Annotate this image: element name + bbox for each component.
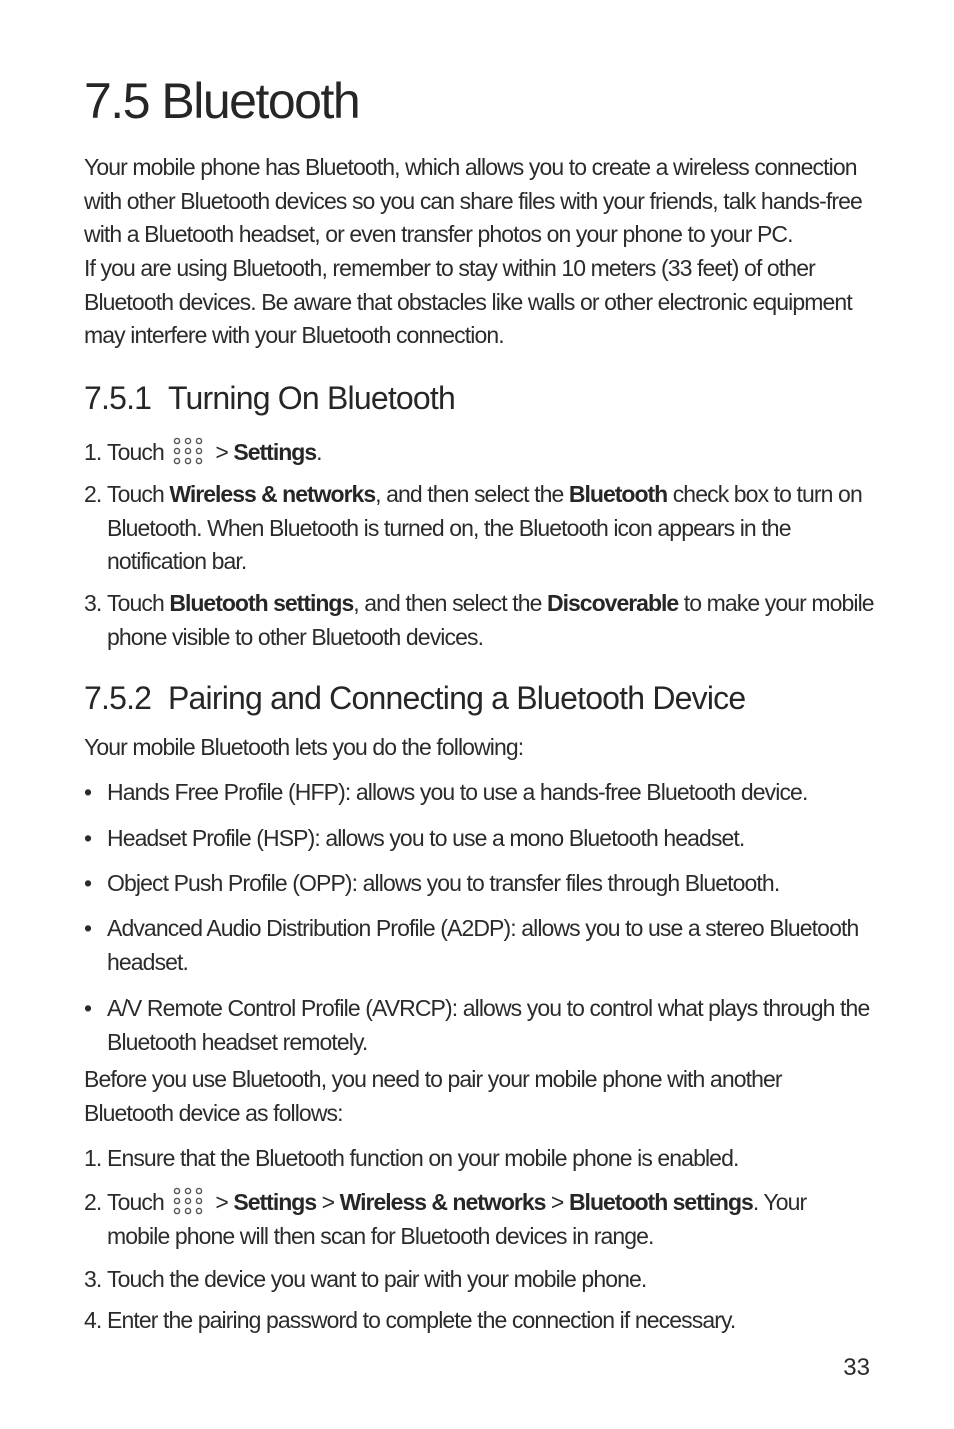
bullet: • <box>84 915 92 941</box>
section-heading-turning-on <box>84 380 455 417</box>
step-text: check box to turn on Bluetooth. When Bluetooth is turned on, the Bluetooth icon appears in the notification bar. <box>107 481 862 575</box>
step-text: > <box>545 1189 569 1215</box>
pairing-lead: Your mobile Bluetooth lets you do the following: <box>84 734 524 760</box>
step-number: 3. <box>84 1266 102 1292</box>
step-number: 1. <box>84 439 102 465</box>
step-text: > <box>209 439 234 465</box>
section-title: Pairing and Connecting a Bluetooth Device <box>168 680 746 716</box>
settings-label: Settings <box>233 1189 317 1215</box>
intro-paragraph-1: Your mobile phone has Bluetooth, which allows you to create a wireless connection with other Bluetooth devices so you can share files with your friends, talk hands-free with a Bluetooth headset, or even transfer photos on your phone to your PC. <box>84 154 862 248</box>
step-item <box>84 1186 874 1253</box>
profile-text: Hands Free Profile (HFP): allows you to use a hands-free Bluetooth device. <box>107 779 808 805</box>
step-item <box>84 1142 874 1176</box>
section-heading-pairing <box>84 680 745 717</box>
step-text: Touch <box>107 481 170 507</box>
step-text: to make your mobile phone visible to other Bluetooth devices. <box>107 590 874 650</box>
step-text: Touch the device you want to pair with your mobile phone. <box>107 1266 647 1292</box>
discoverable-label: Discoverable <box>547 590 679 616</box>
profile-text: Headset Profile (HSP): allows you to use a mono Bluetooth headset. <box>107 825 745 851</box>
step-text: . Your mobile phone will then scan for Bluetooth devices in range. <box>107 1189 807 1249</box>
step-text: Enter the pairing password to complete the connection if necessary. <box>107 1307 736 1333</box>
step-text: Touch <box>107 1189 164 1215</box>
bluetooth-label: Bluetooth <box>568 481 668 507</box>
list-item <box>84 992 874 1059</box>
step-item <box>84 436 874 470</box>
step-text: , and then select the <box>353 590 548 616</box>
step-item <box>84 1263 874 1297</box>
step-item <box>84 587 874 654</box>
step-number: 1. <box>84 1145 102 1171</box>
page-title: 7.5 Bluetooth <box>84 73 360 129</box>
app-grid-icon <box>172 436 204 466</box>
list-item <box>84 867 874 901</box>
step-text: . <box>316 439 322 465</box>
section-number: 7.5.1 <box>84 380 152 416</box>
page-number: 33 <box>843 1354 870 1381</box>
step-item <box>84 1304 874 1338</box>
step-text: Touch <box>107 590 170 616</box>
list-item <box>84 822 874 856</box>
step-text: > <box>316 1189 340 1215</box>
list-item <box>84 912 874 979</box>
wireless-networks-label: Wireless & networks <box>169 481 376 507</box>
list-item <box>84 776 874 810</box>
pair-lead: Before you use Bluetooth, you need to pair your mobile phone with another Bluetooth device as follows: <box>84 1066 782 1126</box>
step-number: 3. <box>84 590 102 616</box>
settings-label: Settings <box>233 439 317 465</box>
bullet: • <box>84 995 92 1021</box>
profile-text: Object Push Profile (OPP): allows you to transfer files through Bluetooth. <box>107 870 780 896</box>
step-number: 2. <box>84 481 102 507</box>
profile-text: Advanced Audio Distribution Profile (A2DP): allows you to use a stereo Bluetooth headset. <box>107 915 859 975</box>
bluetooth-settings-label: Bluetooth settings <box>169 590 354 616</box>
wireless-networks-label: Wireless & networks <box>339 1189 546 1215</box>
step-number: 4. <box>84 1307 102 1333</box>
section-title: Turning On Bluetooth <box>168 380 456 416</box>
app-grid-icon <box>172 1186 204 1216</box>
step-text: Ensure that the Bluetooth function on your mobile phone is enabled. <box>107 1145 739 1171</box>
step-item <box>84 478 874 579</box>
bluetooth-settings-label: Bluetooth settings <box>568 1189 753 1215</box>
intro-paragraph-2: If you are using Bluetooth, remember to stay within 10 meters (33 feet) of other Bluetooth devices. Be aware that obstacles like walls or other electronic equipment may interfere with your Bluetooth connection. <box>84 255 852 349</box>
step-text: , and then select the <box>375 481 569 507</box>
step-number: 2. <box>84 1189 102 1215</box>
section-number: 7.5.2 <box>84 680 152 716</box>
profile-text: A/V Remote Control Profile (AVRCP): allows you to control what plays through the Bluetooth headset remotely. <box>107 995 870 1055</box>
step-text: > <box>209 1189 234 1215</box>
bullet: • <box>84 825 92 851</box>
bullet: • <box>84 870 92 896</box>
step-text: Touch <box>107 439 164 465</box>
bullet: • <box>84 779 92 805</box>
